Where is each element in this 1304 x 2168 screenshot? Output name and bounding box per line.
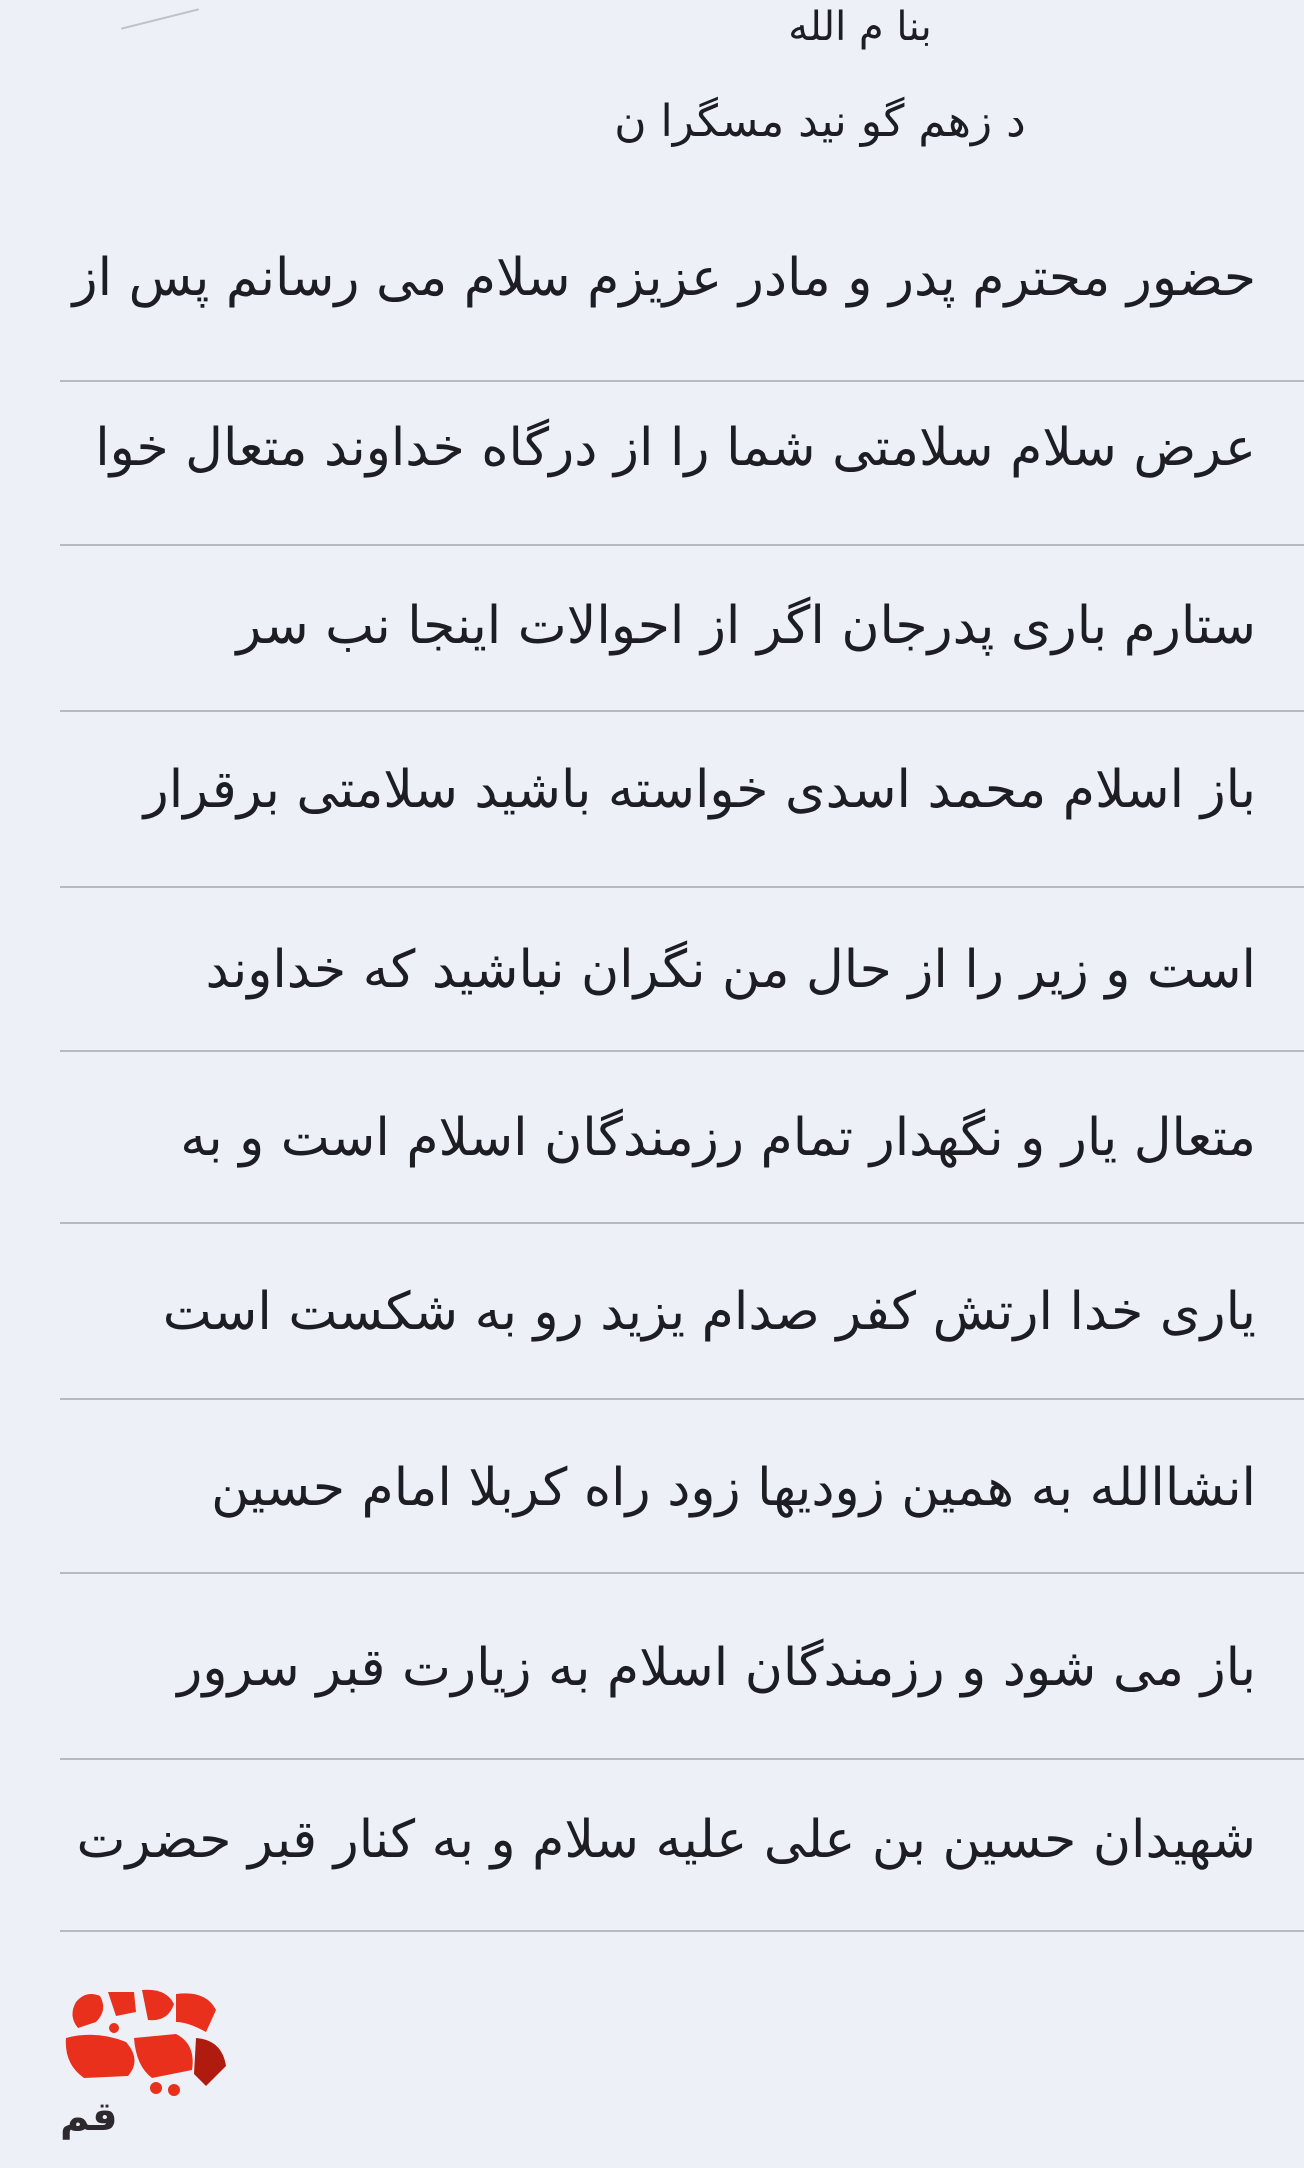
letter-line-8: انشاالله به همین زودیها زود راه کربلا امام حسین xyxy=(211,1458,1256,1518)
letter-line-10: شهیدان حسین بن علی علیه سلام و به کنار قبر حضرت xyxy=(76,1810,1256,1870)
letter-line-5: است و زیر را از حال من نگران نباشید که خداوند xyxy=(205,940,1256,1000)
ruled-line xyxy=(60,1050,1304,1052)
ruled-line xyxy=(60,1930,1304,1932)
ruled-line xyxy=(60,544,1304,546)
letter-line-3: ستارم باری پدرجان اگر از احوالات اینجا نب سر xyxy=(236,596,1256,656)
letter-line-7: یاری خدا ارتش کفر صدام یزید رو به شکست است xyxy=(162,1282,1256,1342)
letter-line-1: حضور محترم پدر و مادر عزیزم سلام می رسانم پس از xyxy=(72,248,1256,308)
ruled-line xyxy=(60,1222,1304,1224)
ruled-line xyxy=(60,1758,1304,1760)
letter-subtitle: د زهم گو نید مسگرا ن xyxy=(614,96,1026,147)
letter-line-9: باز می شود و رزمندگان اسلام به زیارت قبر سرور xyxy=(177,1638,1256,1698)
ruled-line xyxy=(60,710,1304,712)
shahed-navid-logo xyxy=(56,1982,236,2142)
letter-line-6: متعال یار و نگهدار تمام رزمندگان اسلام است و به xyxy=(180,1108,1256,1168)
ruled-line xyxy=(60,886,1304,888)
letter-invocation: بنا م الله xyxy=(788,4,932,50)
pen-stroke xyxy=(121,8,199,29)
ruled-line xyxy=(60,1398,1304,1400)
logo-city-label: قم xyxy=(60,2094,118,2140)
letter-line-4: باز اسلام محمد اسدی خواسته باشید سلامتی برقرار xyxy=(143,760,1256,820)
ruled-line xyxy=(60,1572,1304,1574)
letter-line-2: عرض سلام سلامتی شما را از درگاه خداوند متعال خوا xyxy=(95,418,1256,478)
ruled-line xyxy=(60,380,1304,382)
